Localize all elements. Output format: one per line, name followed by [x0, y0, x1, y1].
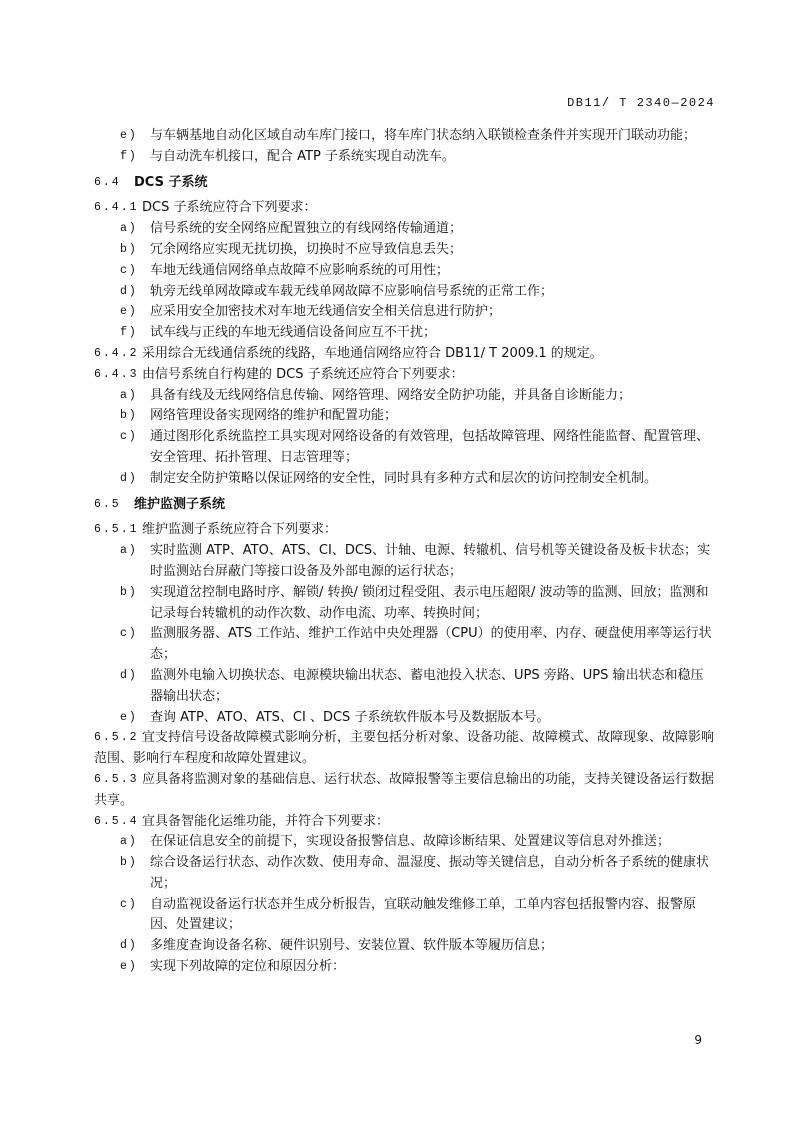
clause [94, 770, 716, 812]
clause-text: 应采用安全加密技术对车地无线通信安全相关信息进行防护； [150, 304, 502, 320]
clause-number: a) [120, 835, 138, 849]
clause [94, 520, 716, 541]
list-item [94, 895, 716, 937]
clause-text: DCS 子系统 [134, 174, 208, 190]
clause-number: c) [120, 430, 138, 444]
clause-text: 实现道岔控制电路时序、解锁/ 转换/ 锁闭过程受阻、表示电压超限/ 波动等的监测、回放；监测和记录每台转辙机的动作次数、动作电流、功率、转换时间； [150, 584, 709, 621]
clause-number: 6.4.3 [94, 367, 139, 381]
clause-number: a) [120, 222, 138, 236]
page-number: 9 [694, 1033, 702, 1047]
list-item [94, 302, 716, 323]
clause-number: a) [120, 544, 138, 558]
list-item [94, 583, 716, 625]
clause-text: 网络管理设备实现网络的维护和配置功能； [150, 408, 398, 424]
clause-text: 通过图形化系统监控工具实现对网络设备的有效管理，包括故障管理、网络性能监督、配置管理、安全管理、拓扑管理、日志管理等； [150, 429, 710, 465]
clause-text: 宜支持信号设备故障模式影响分析，主要包括分析对象、设备功能、故障模式、故障现象、故障影响范围、影响行车程度和故障处置建议。 [94, 730, 715, 767]
clause-number: c) [120, 627, 138, 641]
list-item [94, 386, 716, 407]
clause-number: d) [120, 668, 138, 682]
clause-text: 查询 ATP、ATO、ATS、CI 、DCS 子系统软件版本号及数据版本号。 [150, 709, 550, 725]
list-item [94, 406, 716, 427]
section-heading [94, 495, 716, 516]
clause-number: f) [120, 149, 138, 163]
clause-number: 6.5.4 [94, 814, 139, 828]
list-item [94, 666, 716, 708]
clause-text: 采用综合无线通信系统的线路，车地通信网络应符合 DB11/ T 2009.1 的规定。 [142, 345, 603, 361]
list-item [94, 469, 716, 490]
clause-number: c) [120, 897, 138, 911]
clause-number: 6.5 [94, 497, 121, 511]
clause-number: 6.4 [94, 175, 121, 189]
list-item [94, 240, 716, 261]
clause-text: 信号系统的安全网络应配置独立的有线网络传输通道； [150, 221, 463, 237]
clause-text: 实时监测 ATP、ATO、ATS、CI、DCS、计轴、电源、转辙机、信号机等关键设备及板卡状态；实时监测站台屏蔽门等接口设备及外部电源的运行状态； [150, 543, 711, 579]
clause-text: 监测服务器、ATS 工作站、维护工作站中央处理器（CPU）的使用率、内存、硬盘使用率等运行状态； [150, 626, 712, 663]
clause-number: d) [120, 471, 138, 485]
list-item [94, 427, 716, 469]
clause-number: b) [120, 409, 138, 423]
clause [94, 812, 716, 833]
list-item [94, 282, 716, 303]
clause-number: d) [120, 939, 138, 953]
clause-number: e) [120, 305, 138, 319]
list-item [94, 147, 716, 168]
list-item [94, 219, 716, 240]
clause-text: 与车辆基地自动化区域自动车库门接口，将车库门状态纳入联锁检查条件并实现开门联动功能； [150, 128, 697, 143]
clause [94, 728, 716, 770]
section-heading [94, 173, 716, 194]
clause-number: 6.4.2 [94, 346, 139, 360]
clause-text: 应具备将监测对象的基础信息、运行状态、故障报警等主要信息输出的功能，支持关键设备运行数据共享。 [94, 771, 715, 808]
clause-text: 实现下列故障的定位和原因分析： [150, 959, 346, 975]
clause-number: 6.4.1 [94, 201, 139, 215]
list-item [94, 832, 716, 853]
list-item [94, 708, 716, 729]
clause-number: e) [120, 710, 138, 724]
list-item [94, 323, 716, 344]
clause-number: d) [120, 284, 138, 298]
clause-text: 具备有线及无线网络信息传输、网络管理、网络安全防护功能，并具备自诊断能力； [150, 387, 632, 403]
clause-text: 制定安全防护策略以保证网络的安全性，同时具有多种方式和层次的访问控制安全机制。 [150, 470, 658, 486]
clause-text: 维护监测子系统 [134, 496, 226, 512]
clause-text: 与自动洗车机接口，配合 ATP 子系统实现自动洗车。 [150, 148, 455, 164]
clause-number: e) [120, 129, 138, 142]
clause-text: 轨旁无线单网故障或车载无线单网故障不应影响信号系统的正常工作； [150, 283, 554, 299]
clause [94, 344, 716, 365]
clause-number: b) [120, 242, 138, 256]
clause-number: 6.5.3 [94, 772, 139, 786]
clause-text: 综合设备运行状态、动作次数、使用寿命、温湿度、振动等关键信息，自动分析各子系统的健康状况； [150, 855, 710, 891]
list-item [94, 624, 716, 666]
clause-text: 多维度查询设备名称、硬件识别号、安装位置、软件版本等履历信息； [150, 938, 554, 954]
clause-text: 冗余网络应实现无扰切换，切换时不应导致信息丢失； [150, 241, 463, 257]
clause-number: 6.5.2 [94, 731, 139, 745]
clause-text: 试车线与正线的车地无线通信设备间应互不干扰； [150, 325, 437, 341]
clause-number: c) [120, 263, 138, 277]
clause-text: 监测外电输入切换状态、电源模块输出状态、蓄电池投入状态、UPS 旁路、UPS 输出状态和稳压器输出状态； [150, 667, 704, 704]
clause-text: 宜具备智能化运维功能，并符合下列要求： [142, 813, 390, 829]
clause-text: 自动监视设备运行状态并生成分析报告，宜联动触发维修工单，工单内容包括报警内容、报警原因、处置建议； [150, 896, 697, 933]
clause-text: 车地无线通信网络单点故障不应影响系统的可用性； [150, 262, 450, 278]
clause-text: 维护监测子系统应符合下列要求： [142, 522, 338, 538]
document-code: DB11/ T 2340—2024 [567, 96, 715, 110]
clause-number: b) [120, 856, 138, 870]
list-item [94, 261, 716, 282]
list-item [94, 936, 716, 957]
clause-number: e) [120, 960, 138, 974]
list-item [94, 957, 716, 978]
list-item [94, 126, 716, 147]
list-item [94, 853, 716, 895]
clause [94, 198, 716, 219]
clause-number: f) [120, 326, 138, 340]
list-item [94, 541, 716, 583]
clause-text: 在保证信息安全的前提下，实现设备报警信息、故障诊断结果、处置建议等信息对外推送； [150, 834, 671, 850]
clause-text: DCS 子系统应符合下列要求： [142, 200, 317, 216]
clause-number: 6.5.1 [94, 523, 139, 537]
clause-number: a) [120, 388, 138, 402]
clause [94, 365, 716, 386]
clause-number: b) [120, 585, 138, 599]
document-body [94, 126, 716, 978]
clause-text: 由信号系统自行构建的 DCS 子系统还应符合下列要求： [142, 366, 464, 382]
